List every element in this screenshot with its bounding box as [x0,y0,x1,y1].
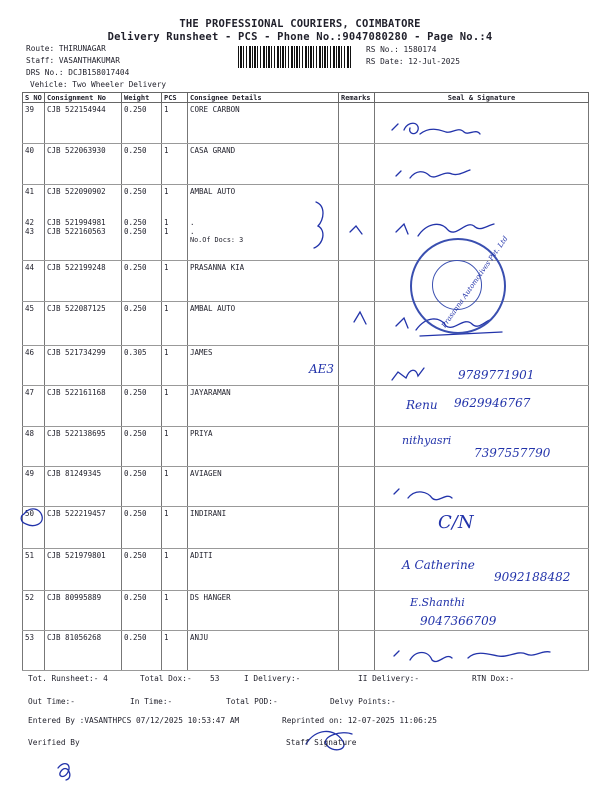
col-header-remarks: Remarks [339,93,375,103]
cell-consignment: CJB 522219457 [45,507,122,549]
cons-42: CJB 521994981 [47,218,106,227]
seal-inner-ring [432,260,482,310]
name-47: Renu [406,398,438,412]
pcs-42: 1 [164,218,169,227]
staff-signature-label: Staff Signature [286,738,357,747]
cell-sno: 48 [23,427,45,467]
remark-46: AE3 [309,362,335,376]
cell-pcs: 1 [162,144,188,185]
cell-consignee: CORE CARBON [188,103,339,144]
cell-weight: 0.250 [122,631,162,671]
col-header-consignee: Consignee Details [188,93,339,103]
signature-40 [396,170,470,178]
cell-consignee: ANJU [188,631,339,671]
delvy-points-label: Delvy Points:- [330,697,396,706]
sno-43: 43 [25,227,35,236]
cell-sno: 45 [23,302,45,346]
cell-consignment: CJB 81056268 [45,631,122,671]
wt-43: 0.250 [124,227,147,236]
wt-41: 0.250 [124,187,147,196]
rs-no-label: RS No.: 1580174 [366,45,437,54]
name-48: nithyasri [402,434,452,447]
cell-sno: 47 [23,386,45,427]
cell-sno: 44 [23,261,45,302]
cell-pcs: 1 [162,103,188,144]
cell-consignment: CJB 522138695 [45,427,122,467]
signature-53 [394,651,550,662]
ii-delivery-label: II Delivery:- [358,674,420,683]
cell-weight: 0.250 [122,467,162,507]
page-title: THE PROFESSIONAL COURIERS, COIMBATORE [179,18,421,30]
cell-consignment: CJB 521734299 [45,346,122,386]
col-header-consignment: Consignment No [45,93,122,103]
phone-52: 9047366709 [420,614,497,628]
cell-weight: 0.250 [122,549,162,591]
pcs-41: 1 [164,187,169,196]
i-delivery-label: I Delivery:- [244,674,301,683]
cell-consignment: CJB 522063930 [45,144,122,185]
cell-consignment: CJB 522087125 [45,302,122,346]
signature-41 [396,224,494,236]
cell-consignee: AVIAGEN [188,467,339,507]
cell-pcs: 1 [162,591,188,631]
pcs-43: 1 [164,227,169,236]
entered-by: Entered By :VASANTHPCS 07/12/2025 10:53:47 AM [28,716,240,725]
cell-pcs: 1 [162,507,188,549]
cell-pcs: 1 [162,427,188,467]
cell-sno: 40 [23,144,45,185]
signature-49 [394,489,452,500]
cell-weight: 0.250 [122,302,162,346]
consignee-43: . [190,227,195,236]
cell-consignment: CJB 521979801 [45,549,122,591]
signature-39 [392,123,480,134]
col-header-sno: S NO [23,93,45,103]
phone-51: 9092188482 [494,570,571,584]
name-51: A Catherine [402,558,475,572]
wt-42: 0.250 [124,218,147,227]
cell-consignment: CJB 80995889 [45,591,122,631]
total-dox-label: Total Dox:- [140,674,192,683]
cell-weight: 0.250 [122,261,162,302]
cell-sno: 50 [23,507,45,549]
cell-sno: 51 [23,549,45,591]
verified-signature-mark [58,764,70,780]
col-header-signature: Seal & Signature [375,93,589,103]
cell-weight: 0.250 [122,386,162,427]
cell-weight: 0.250 [122,507,162,549]
cell-consignment: CJB 522161168 [45,386,122,427]
cell-pcs: 1 [162,467,188,507]
cell-consignee: DS HANGER [188,591,339,631]
circle-mark-50 [21,509,42,526]
consignee-42: . [190,218,195,227]
rtn-dox-label: RTN Dox:- [472,674,515,683]
total-dox-value: 53 [210,674,220,683]
cell-weight: 0.305 [122,346,162,386]
cons-41: CJB 522090902 [47,187,106,196]
out-time-label: Out Time:- [28,697,75,706]
cn-50: C/N [438,512,474,533]
cell-consignment: CJB 522154944 [45,103,122,144]
cell-pcs: 1 [162,386,188,427]
in-time-label: In Time:- [130,697,173,706]
cell-consignee: CASA GRAND [188,144,339,185]
cell-pcs: 1 [162,549,188,591]
verified-by-label: Verified By [28,738,80,747]
tot-runsheet: Tot. Runsheet:- 4 [28,674,108,683]
page-subtitle: Delivery Runsheet - PCS - Phone No.:9047080280 - Page No.:4 [107,31,493,43]
col-header-weight: Weight [122,93,162,103]
col-header-pcs: PCS [162,93,188,103]
cell-sno: 52 [23,591,45,631]
cell-weight: 0.250 [122,144,162,185]
cell-weight: 0.250 [122,427,162,467]
vehicle-label: Vehicle: Two Wheeler Delivery [30,80,167,89]
cell-consignment: CJB 522199248 [45,261,122,302]
cell-pcs: 1 [162,346,188,386]
cell-pcs: 1 [162,261,188,302]
phone-47: 9629946767 [454,396,531,410]
rs-date-label: RS Date: 12-Jul-2025 [366,57,460,66]
consignee-41: AMBAL AUTO [190,187,236,196]
cons-43: CJB 522160563 [47,227,106,236]
sno-41: 41 [25,187,35,196]
route-label: Route: THIRUNAGAR [26,44,106,53]
name-52: E.Shanthi [410,596,465,609]
total-pod-label: Total POD:- [226,697,278,706]
cell-consignee: JAYARAMAN [188,386,339,427]
company-seal [410,234,510,334]
cell-consignee: INDIRANI [188,507,339,549]
reprinted-on: Reprinted on: 12-07-2025 11:06:25 [282,716,437,725]
docs-note: No.Of Docs: 3 [190,236,244,244]
cell-sno: 46 [23,346,45,386]
drs-label: DRS No.: DCJB158017404 [26,68,130,77]
staff-label: Staff: VASANTHAKUMAR [26,56,120,65]
cell-consignee: ADITI [188,549,339,591]
cell-sno: 49 [23,467,45,507]
cell-sno: 39 [23,103,45,144]
cell-consignment: CJB 81249345 [45,467,122,507]
cell-pcs: 1 [162,631,188,671]
signature-46 [392,368,424,380]
phone-48: 7397557790 [474,446,551,460]
cell-sno: 53 [23,631,45,671]
cell-consignee: AMBAL AUTO [188,302,339,346]
phone-46: 9789771901 [458,368,535,382]
cell-consignee: PRASANNA KIA [188,261,339,302]
cell-consignee: PRIYA [188,427,339,467]
seal-text: Prasanna Automotives Pvt. Ltd [440,234,510,330]
cell-pcs: 1 [162,302,188,346]
cell-consignee: JAMES [188,346,339,386]
cell-weight: 0.250 [122,103,162,144]
sno-42: 42 [25,218,35,227]
brace-41-43 [314,202,362,248]
cell-weight: 0.250 [122,591,162,631]
